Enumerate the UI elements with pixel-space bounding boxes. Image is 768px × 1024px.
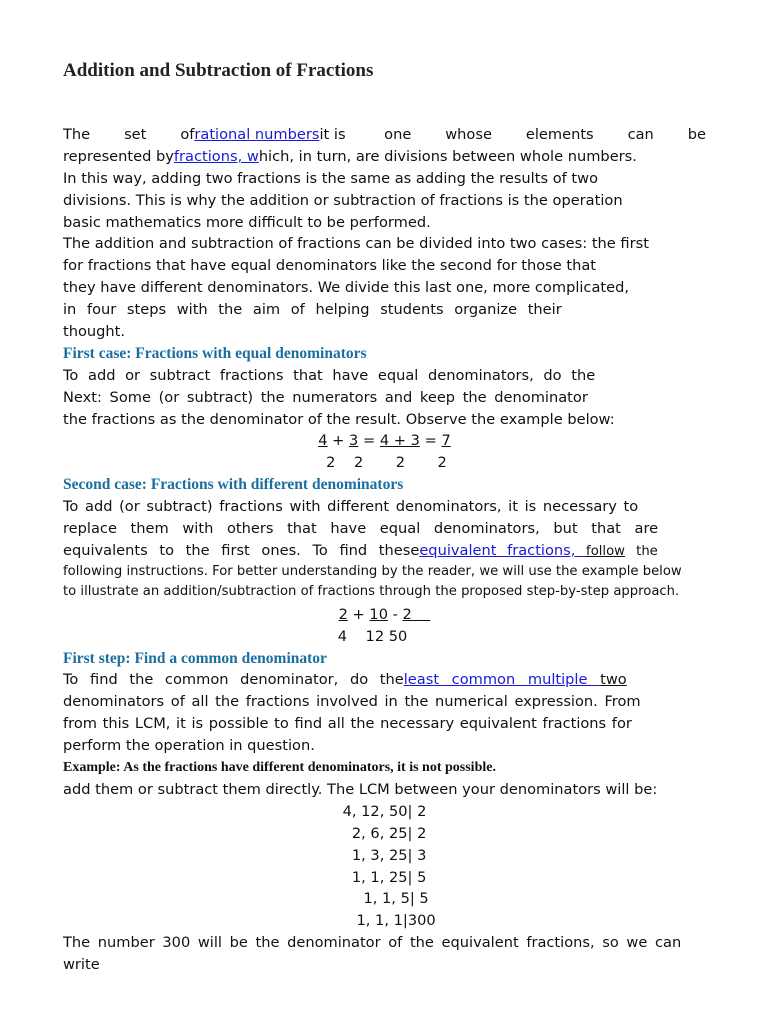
- least-common-multiple-link[interactable]: least common multiple: [403, 671, 601, 689]
- paragraph-line: following instructions. For better understanding by the reader, we will use the example below: [63, 563, 682, 579]
- rational-numbers-link[interactable]: rational numbers: [194, 126, 320, 143]
- paragraph-line: write: [63, 956, 100, 974]
- numerator: 2: [338, 605, 348, 623]
- heading-first-case: First case: Fractions with equal denominators: [63, 344, 367, 362]
- word: be: [687, 126, 706, 143]
- lcm-row: 4, 12, 50| 2: [342, 802, 427, 820]
- equivalent-fractions-link[interactable]: equivalent fractions,: [419, 541, 587, 559]
- text: equivalents to the first ones. To find these: [63, 541, 420, 559]
- text: follow: [586, 543, 625, 559]
- text: two: [600, 671, 627, 689]
- text: To find the common denominator, do the: [63, 671, 404, 689]
- numerator: 10: [369, 605, 388, 623]
- fraction-example-numerators: [63, 430, 706, 452]
- word: can: [627, 126, 654, 143]
- text: hich, in turn, are divisions between whole numbers.: [258, 147, 637, 165]
- operator: +: [327, 432, 350, 450]
- paragraph-line: [63, 669, 706, 691]
- lcm-row: 1, 3, 25| 3: [342, 846, 427, 864]
- word: one: [384, 126, 412, 143]
- paragraph-line: In this way, adding two fractions is the same as adding the results of two: [63, 169, 598, 187]
- fraction-example-denominators: 2 2 2 2: [326, 454, 447, 472]
- numerator: 4 + 3: [379, 432, 420, 450]
- paragraph-line: To add or subtract fractions that have equal denominators, do the: [63, 366, 596, 384]
- operator: -: [388, 605, 403, 623]
- paragraph-line: [63, 146, 706, 168]
- word: set: [124, 126, 147, 143]
- numerator: 4: [318, 432, 328, 450]
- lcm-row: 2, 6, 25| 2: [342, 824, 427, 842]
- document-body: [63, 124, 706, 976]
- paragraph-line: they have different denominators. We divide this last one, more complicated,: [63, 279, 630, 297]
- lcm-row: 1, 1, 25| 5: [342, 868, 427, 886]
- heading-second-case: Second case: Fractions with different denominators: [63, 476, 404, 494]
- text: the: [624, 543, 658, 559]
- paragraph-line: in four steps with the aim of helping students organize their: [63, 301, 562, 319]
- paragraph-line: from this LCM, it is possible to find all the necessary equivalent fractions for: [63, 715, 632, 733]
- lcm-row: 1, 1, 1|300: [333, 912, 436, 930]
- example-label: Example: As the fractions have different denominators, it is not possible.: [63, 760, 496, 776]
- word: The: [63, 126, 91, 143]
- word: it is: [319, 126, 351, 143]
- heading-first-step: First step: Find a common denominator: [63, 649, 327, 667]
- paragraph-line: add them or subtract them directly. The LCM between your denominators will be:: [63, 780, 658, 798]
- paragraph-line: [63, 540, 706, 562]
- paragraph-line: to illustrate an addition/subtraction of fractions through the proposed step-by-step approach.: [63, 583, 680, 599]
- operator: =: [358, 432, 380, 450]
- fractions-link[interactable]: fractions, w: [173, 147, 259, 165]
- page-title: Addition and Subtraction of Fractions: [63, 60, 374, 81]
- operator: +: [347, 605, 370, 623]
- paragraph-line: the fractions as the denominator of the result. Observe the example below:: [63, 410, 615, 428]
- numerator: 2: [402, 605, 431, 623]
- text: represented by: [63, 147, 174, 165]
- word-with-link: [180, 124, 350, 146]
- paragraph-line: The number 300 will be the denominator of the equivalent fractions, so we can: [63, 934, 682, 952]
- paragraph-line: thought.: [63, 323, 126, 341]
- word: of: [180, 126, 195, 143]
- numerator: 3: [349, 432, 359, 450]
- numerator: 7: [441, 432, 451, 450]
- fraction-example-numerators: [63, 604, 706, 626]
- paragraph-line: [63, 124, 706, 146]
- word: elements: [525, 126, 594, 143]
- operator: =: [419, 432, 442, 450]
- lcm-table: [63, 801, 706, 932]
- word: whose: [445, 126, 492, 143]
- paragraph-line: The addition and subtraction of fractions can be divided into two cases: the first: [63, 235, 649, 253]
- paragraph-line: To add (or subtract) fractions with different denominators, it is necessary to: [63, 498, 639, 516]
- fraction-example-denominators: 4 12 50: [337, 627, 408, 645]
- paragraph-line: Next: Some (or subtract) the numerators and keep the denominator: [63, 388, 588, 406]
- paragraph-line: basic mathematics more difficult to be performed.: [63, 213, 431, 231]
- paragraph-line: replace them with others that have equal denominators, but that are: [63, 520, 659, 538]
- paragraph-line: for fractions that have equal denominators like the second for those that: [63, 257, 597, 275]
- paragraph-line: denominators of all the fractions involved in the numerical expression. From: [63, 693, 641, 711]
- paragraph-line: perform the operation in question.: [63, 737, 315, 755]
- lcm-row: 1, 1, 5| 5: [340, 890, 429, 908]
- paragraph-line: divisions. This is why the addition or subtraction of fractions is the operation: [63, 191, 623, 209]
